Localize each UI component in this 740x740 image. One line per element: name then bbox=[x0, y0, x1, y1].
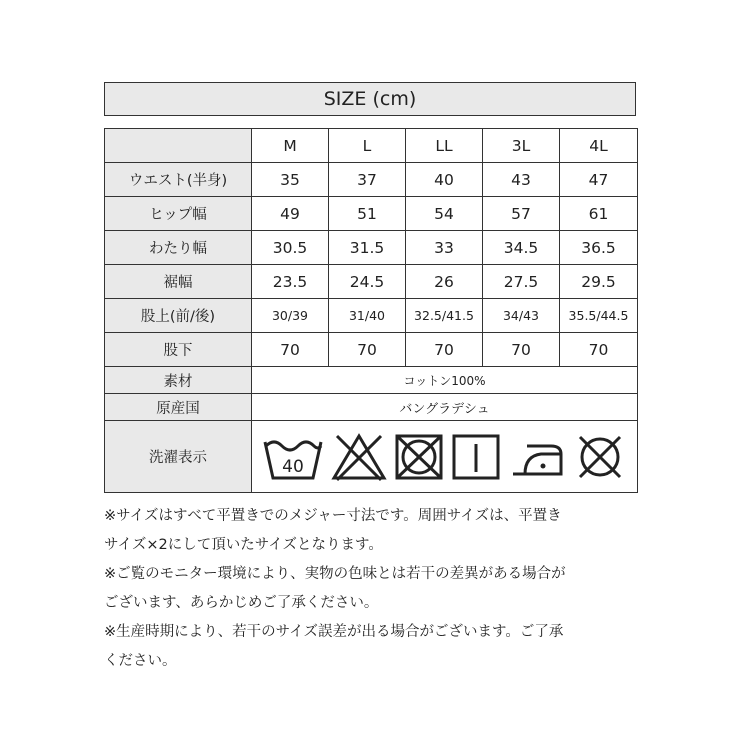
care-icons bbox=[252, 432, 637, 482]
row-label: 裾幅 bbox=[105, 265, 252, 299]
table-row bbox=[105, 197, 638, 231]
care-row bbox=[105, 421, 638, 493]
size-column-header: 3L bbox=[483, 129, 560, 163]
note-line: ※生産時期により、若干のサイズ誤差が出る場合がございます。ご了承 bbox=[104, 624, 564, 640]
origin-row bbox=[105, 394, 638, 421]
row-label: わたり幅 bbox=[105, 231, 252, 265]
measurement-cell: 26 bbox=[406, 265, 483, 299]
measurement-cell: 29.5 bbox=[560, 265, 638, 299]
measurement-cell: 70 bbox=[406, 333, 483, 367]
table-row bbox=[105, 163, 638, 197]
measurement-cell: 35 bbox=[252, 163, 329, 197]
measurement-cell: 40 bbox=[406, 163, 483, 197]
measurement-cell: 43 bbox=[483, 163, 560, 197]
measurement-cell: 51 bbox=[329, 197, 406, 231]
measurement-cell: 49 bbox=[252, 197, 329, 231]
measurement-cell: 70 bbox=[329, 333, 406, 367]
measurement-cell: 30.5 bbox=[252, 231, 329, 265]
no-dry-clean-icon bbox=[572, 432, 628, 482]
measurement-cell: 35.5/44.5 bbox=[560, 299, 638, 333]
measurement-cell: 70 bbox=[483, 333, 560, 367]
measurement-cell: 24.5 bbox=[329, 265, 406, 299]
measurement-cell: 32.5/41.5 bbox=[406, 299, 483, 333]
note-line: サイズ×2にして頂いたサイズとなります。 bbox=[104, 537, 383, 553]
size-column-header: LL bbox=[406, 129, 483, 163]
measurement-cell: 54 bbox=[406, 197, 483, 231]
measurement-cell: 31.5 bbox=[329, 231, 406, 265]
material-value: コットン100% bbox=[252, 367, 638, 394]
note-line: ※ご覧のモニター環境により、実物の色味とは若干の差異がある場合が bbox=[104, 566, 566, 582]
size-column-header: L bbox=[329, 129, 406, 163]
no-bleach-icon bbox=[330, 432, 388, 482]
iron-low-icon bbox=[507, 432, 567, 482]
measurement-cell: 61 bbox=[560, 197, 638, 231]
table-row bbox=[105, 333, 638, 367]
measurement-cell: 36.5 bbox=[560, 231, 638, 265]
care-icons-cell bbox=[252, 421, 638, 493]
row-label: ヒップ幅 bbox=[105, 197, 252, 231]
row-label: ウエスト(半身) bbox=[105, 163, 252, 197]
no-tumble-dry-icon bbox=[393, 432, 445, 482]
line-dry-icon bbox=[450, 432, 502, 482]
size-column-header: 4L bbox=[560, 129, 638, 163]
measurement-cell: 27.5 bbox=[483, 265, 560, 299]
measurement-cell: 70 bbox=[560, 333, 638, 367]
measurement-cell: 31/40 bbox=[329, 299, 406, 333]
origin-label: 原産国 bbox=[105, 394, 252, 421]
svg-text:40: 40 bbox=[281, 456, 304, 477]
size-notes bbox=[104, 502, 644, 676]
note-line: ございます、あらかじめご了承ください。 bbox=[104, 595, 379, 611]
measurement-cell: 57 bbox=[483, 197, 560, 231]
table-row bbox=[105, 299, 638, 333]
header-corner-cell bbox=[105, 129, 252, 163]
origin-value: バングラデシュ bbox=[252, 394, 638, 421]
size-column-header: M bbox=[252, 129, 329, 163]
measurement-cell: 23.5 bbox=[252, 265, 329, 299]
care-label: 洗濯表示 bbox=[105, 421, 252, 493]
row-label: 股下 bbox=[105, 333, 252, 367]
wash-40-icon bbox=[261, 432, 325, 482]
material-row bbox=[105, 367, 638, 394]
material-label: 素材 bbox=[105, 367, 252, 394]
measurement-cell: 30/39 bbox=[252, 299, 329, 333]
size-table-title: SIZE (cm) bbox=[104, 82, 636, 116]
size-table bbox=[104, 128, 638, 493]
note-line: ※サイズはすべて平置きでのメジャー寸法です。周囲サイズは、平置き bbox=[104, 508, 562, 524]
measurement-cell: 34/43 bbox=[483, 299, 560, 333]
row-label: 股上(前/後) bbox=[105, 299, 252, 333]
table-row bbox=[105, 265, 638, 299]
measurement-cell: 34.5 bbox=[483, 231, 560, 265]
measurement-cell: 70 bbox=[252, 333, 329, 367]
measurement-cell: 33 bbox=[406, 231, 483, 265]
measurement-cell: 47 bbox=[560, 163, 638, 197]
note-line: ください。 bbox=[104, 653, 177, 669]
measurement-cell: 37 bbox=[329, 163, 406, 197]
size-header-row bbox=[105, 129, 638, 163]
table-row bbox=[105, 231, 638, 265]
